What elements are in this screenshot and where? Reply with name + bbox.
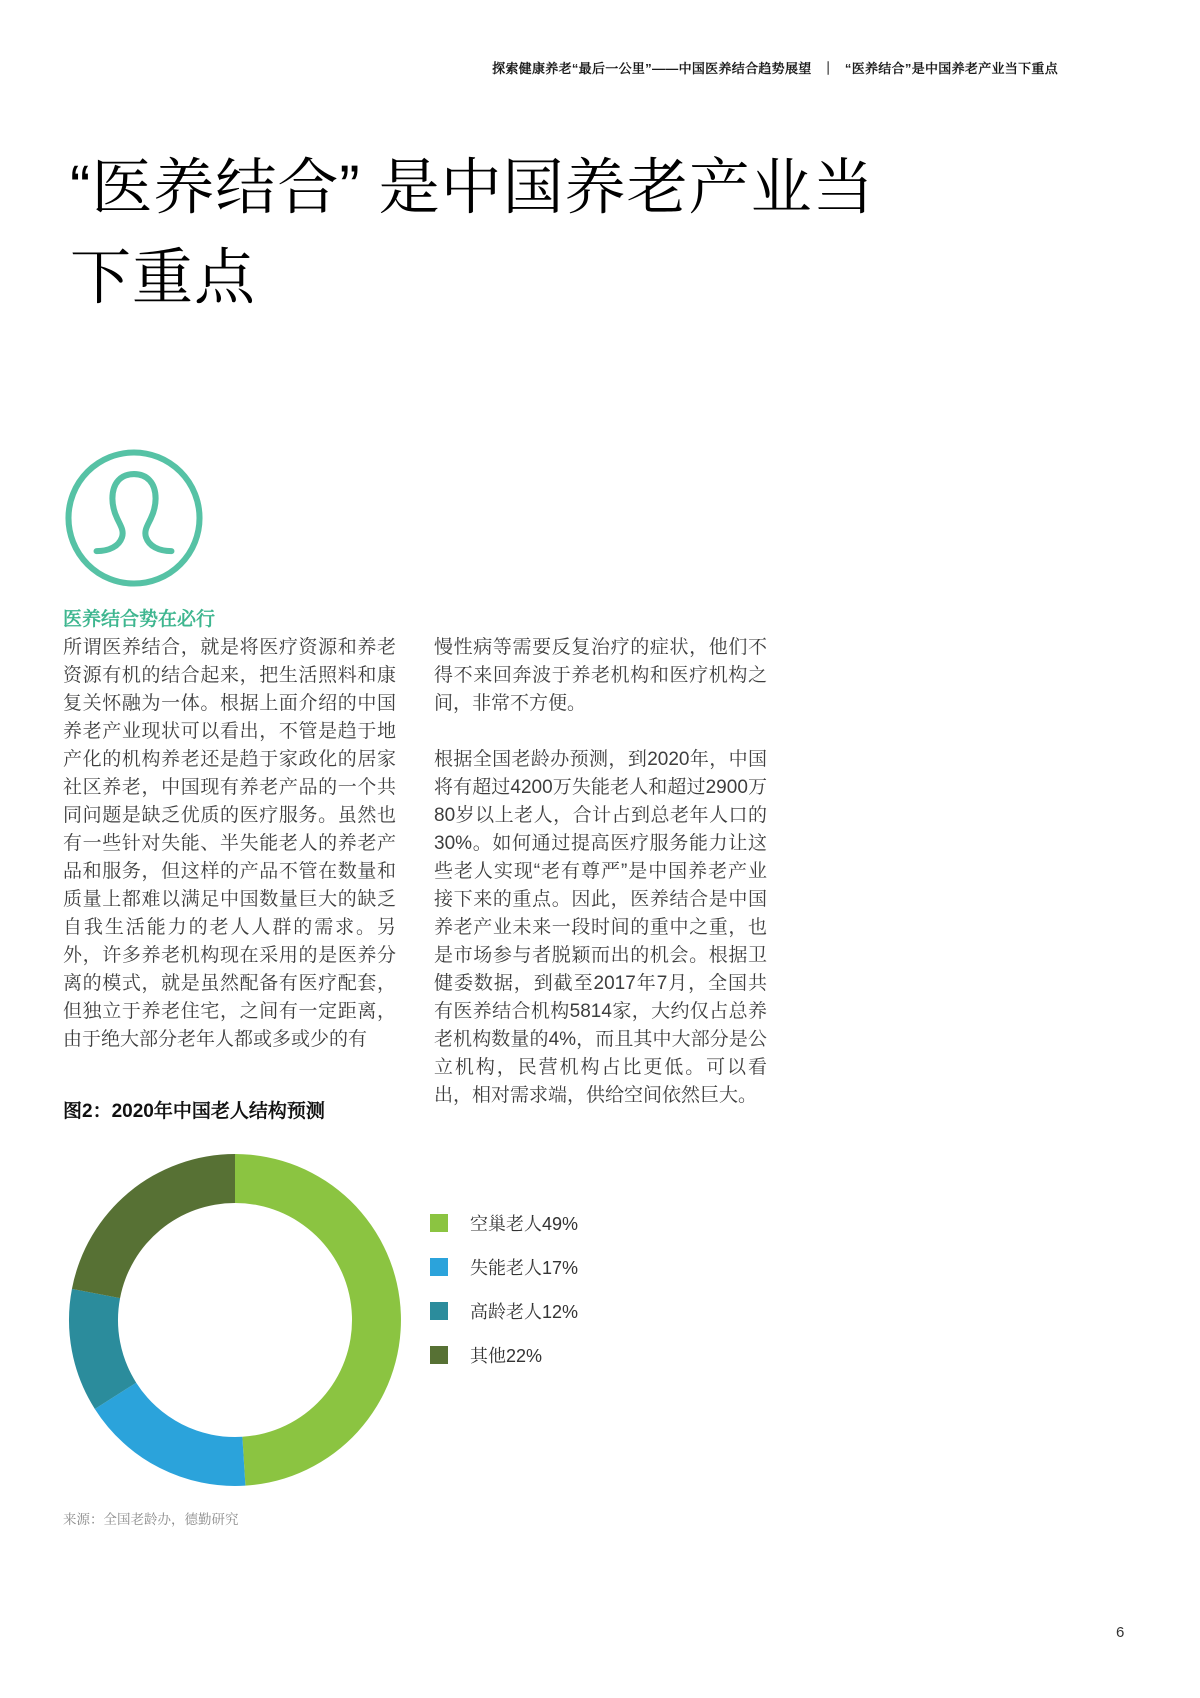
chart-legend xyxy=(430,1214,578,1390)
legend-label: 空巢老人49% xyxy=(470,1214,579,1234)
header-separator: ｜ xyxy=(821,61,835,76)
donut-segment-其他 xyxy=(72,1154,235,1298)
donut-segment-失能老人 xyxy=(95,1383,246,1486)
donut-chart xyxy=(63,1148,407,1492)
legend-item xyxy=(430,1302,578,1320)
section-subheading: 医养结合势在必行 xyxy=(63,609,216,630)
body-columns xyxy=(63,634,767,1138)
chart-title: 图2：2020年中国老人结构预测 xyxy=(63,1101,325,1122)
body-column-left xyxy=(63,634,396,1138)
page-title-line2: 下重点 xyxy=(70,243,257,311)
page-title xyxy=(70,142,1080,322)
legend-swatch-icon xyxy=(430,1258,448,1276)
running-header xyxy=(492,58,1058,77)
legend-label: 其他22% xyxy=(470,1346,543,1366)
running-header-section-title: “医养结合”是中国养老产业当下重点 xyxy=(844,61,1058,76)
legend-label: 失能老人17% xyxy=(470,1258,579,1278)
legend-swatch-icon xyxy=(430,1214,448,1232)
donut-segment-空巢老人 xyxy=(235,1154,401,1486)
legend-label: 高龄老人12% xyxy=(470,1302,579,1322)
legend-item xyxy=(430,1346,578,1364)
body-paragraph: 根据全国老龄办预测，到2020年，中国将有超过4200万失能老人和超过2900万80岁以上老人，合计占到总老年人口的30%。如何通过提高医疗服务能力让这些老人实现“老有尊严”是中国养老产业接下来的重点。因此，医养结合是中国养老产业未来一段时间的重中之重，也是市场参与者脱颖而出的机会。根据卫健委数据，到截至2017年7月，全国共有医养结合机构5814家，大约仅占总养老机构数量的4%，而且其中大部分是公立机构，民营机构占比更低。可以看出，相对需求端，供给空间依然巨大。 xyxy=(434,749,767,1106)
legend-item xyxy=(430,1214,578,1232)
body-column-right xyxy=(434,634,767,1138)
legend-item xyxy=(430,1258,578,1276)
legend-swatch-icon xyxy=(430,1346,448,1364)
body-paragraph: 慢性病等需要反复治疗的症状，他们不得不来回奔波于养老机构和医疗机构之间，非常不方便。 xyxy=(434,637,767,714)
page-number: 6 xyxy=(1116,1624,1125,1641)
chart-source: 来源：全国老龄办，德勤研究 xyxy=(63,1512,239,1527)
legend-swatch-icon xyxy=(430,1302,448,1320)
person-circle-icon xyxy=(62,446,206,590)
running-header-doc-title: 探索健康养老“最后一公里”——中国医养结合趋势展望 xyxy=(492,61,812,76)
page-title-line1: “医养结合” 是中国养老产业当 xyxy=(70,153,875,221)
body-paragraph: 所谓医养结合，就是将医疗资源和养老资源有机的结合起来，把生活照料和康复关怀融为一体。根据上面介绍的中国养老产业现状可以看出，不管是趋于地产化的机构养老还是趋于家政化的居家社区养老，中国现有养老产品的一个共同问题是缺乏优质的医疗服务。虽然也有一些针对失能、半失能老人的养老产品和服务，但这样的产品不管在数量和质量上都难以满足中国数量巨大的缺乏自我生活能力的老人人群的需求。另外，许多养老机构现在采用的是医养分离的模式，就是虽然配备有医疗配套，但独立于养老住宅，之间有一定距离，由于绝大部分老年人都或多或少的有 xyxy=(63,637,396,1050)
